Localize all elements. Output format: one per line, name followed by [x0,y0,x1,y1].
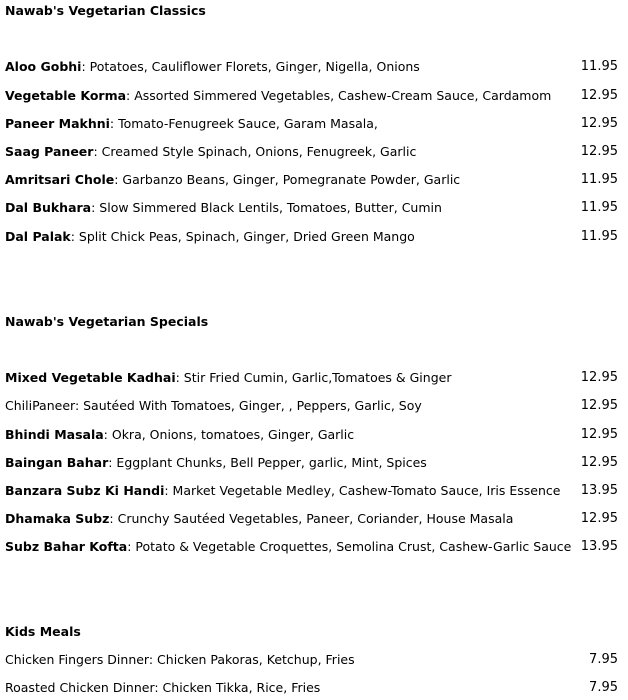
item-price: 12.95 [580,116,618,131]
item-name: Subz Bahar Kofta [5,539,128,554]
item-description: : Assorted Simmered Vegetables, Cashew-Cream Sauce, Cardamom [126,88,552,103]
item-description: : Crunchy Sautéed Vegetables, Paneer, Coriander, House Masala [109,511,514,526]
item-name: Banzara Subz Ki Handi [5,483,165,498]
item-name: Saag Paneer [5,144,94,159]
item-price: 11.95 [580,229,618,244]
item-name: Dal Bukhara [5,200,92,215]
menu-item [5,426,618,444]
item-description: : Potato & Vegetable Croquettes, Semolina Crust, Cashew-Garlic Sauce [127,539,572,554]
item-name: Dal Palak [5,229,71,244]
item-description: : Creamed Style Spinach, Onions, Fenugreek, Garlic [93,144,417,159]
item-price: 12.95 [580,455,618,470]
item-description: : Chicken Tikka, Rice, Fries [154,680,321,695]
item-price: 11.95 [580,172,618,187]
menu-item [5,87,618,105]
section-title-vegetarian-classics: Nawab's Vegetarian Classics [5,3,206,18]
item-name: Baingan Bahar [5,455,109,470]
item-name: Vegetable Korma [5,88,127,103]
item-price: 11.95 [580,59,618,74]
item-description: : Tomato-Fenugreek Sauce, Garam Masala, [109,116,378,131]
item-name: ChiliPaneer [5,398,75,413]
item-description: : Stir Fried Cumin, Garlic,Tomatoes & Ginger [175,370,452,385]
item-price: 12.95 [580,88,618,103]
item-price: 13.95 [580,539,618,554]
item-price: 12.95 [580,144,618,159]
item-description: : Potatoes, Cauliflower Florets, Ginger, Nigella, Onions [81,59,420,74]
item-name: Chicken Fingers Dinner [5,652,149,667]
menu-item [5,397,618,415]
menu-item [5,538,618,556]
item-description: : Okra, Onions, tomatoes, Ginger, Garlic [103,427,355,442]
item-description: : Split Chick Peas, Spinach, Ginger, Dried Green Mango [70,229,415,244]
item-description: : Market Vegetable Medley, Cashew-Tomato Sauce, Iris Essence [164,483,561,498]
item-name: Aloo Gobhi [5,59,82,74]
section-title-kids-meals: Kids Meals [5,624,81,639]
item-description: : Slow Simmered Black Lentils, Tomatoes, Butter, Cumin [91,200,442,215]
item-price: 7.95 [589,652,618,667]
item-price: 12.95 [580,427,618,442]
menu-item [5,651,618,669]
item-description: : Sautéed With Tomatoes, Ginger, , Peppers, Garlic, Soy [74,398,422,413]
item-price: 12.95 [580,511,618,526]
item-price: 12.95 [580,370,618,385]
item-price: 11.95 [580,200,618,215]
item-name: Amritsari Chole [5,172,115,187]
menu-item [5,482,618,500]
menu-item [5,171,618,189]
item-name: Roasted Chicken Dinner [5,680,155,695]
menu-item [5,369,618,387]
item-description: : Garbanzo Beans, Ginger, Pomegranate Powder, Garlic [114,172,461,187]
menu-item [5,228,618,246]
item-price: 13.95 [580,483,618,498]
item-price: 12.95 [580,398,618,413]
menu-item [5,115,618,133]
item-name: Dhamaka Subz [5,511,110,526]
menu-item [5,679,618,697]
item-name: Mixed Vegetable Kadhai [5,370,176,385]
menu-item [5,58,618,76]
menu-item [5,510,618,528]
item-name: Paneer Makhni [5,116,110,131]
item-description: : Chicken Pakoras, Ketchup, Fries [148,652,355,667]
menu-item [5,143,618,161]
section-title-vegetarian-specials: Nawab's Vegetarian Specials [5,314,209,329]
item-price: 7.95 [589,680,618,695]
item-description: : Eggplant Chunks, Bell Pepper, garlic, Mint, Spices [108,455,427,470]
menu-item [5,454,618,472]
menu-item [5,199,618,217]
item-name: Bhindi Masala [5,427,104,442]
